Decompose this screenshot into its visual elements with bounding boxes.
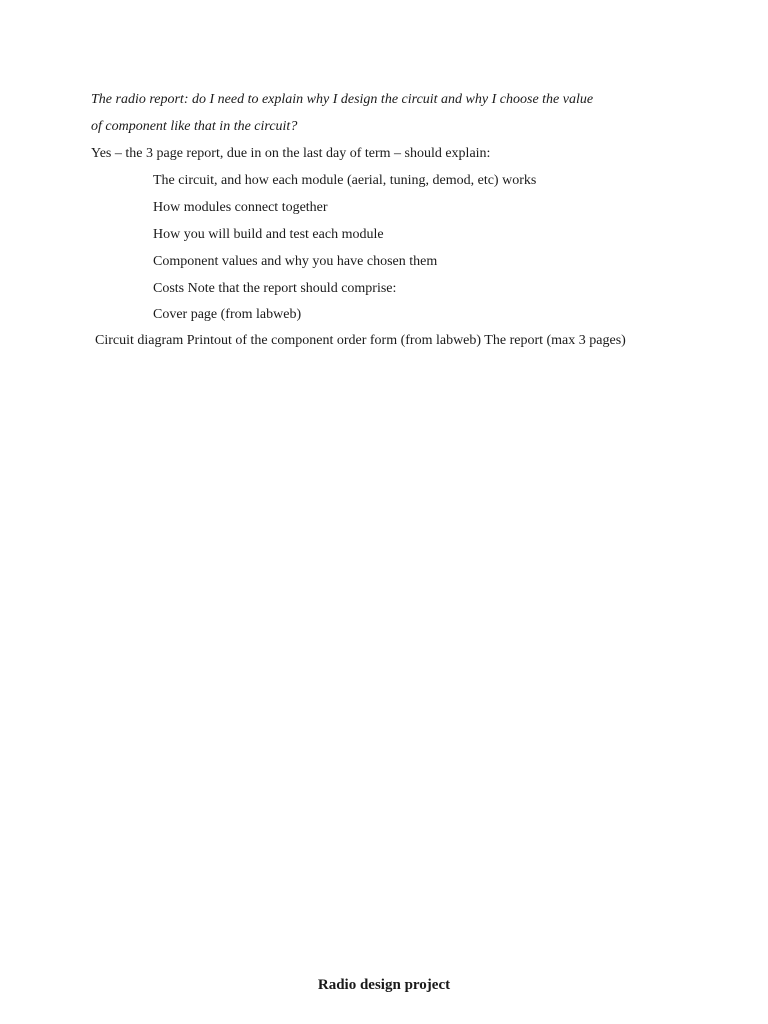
answer-intro: Yes – the 3 page report, due in on the last day of term – should explain:: [91, 146, 491, 161]
list-item: How you will build and test each module: [153, 227, 384, 242]
list-item: Costs Note that the report should comprise:: [153, 281, 397, 296]
list-item: How modules connect together: [153, 200, 328, 215]
list-item: The circuit, and how each module (aerial, tuning, demod, etc) works: [153, 173, 537, 188]
question-line-1: The radio report: do I need to explain why I design the circuit and why I choose the value: [91, 92, 594, 107]
list-item: Cover page (from labweb): [153, 307, 302, 322]
list-item: Component values and why you have chosen them: [153, 254, 438, 269]
trailing-line: Circuit diagram Printout of the component order form (from labweb) The report (max 3 pages): [95, 333, 626, 348]
question-line-2: of component like that in the circuit?: [91, 119, 298, 134]
footer-title: Radio design project: [317, 977, 451, 993]
